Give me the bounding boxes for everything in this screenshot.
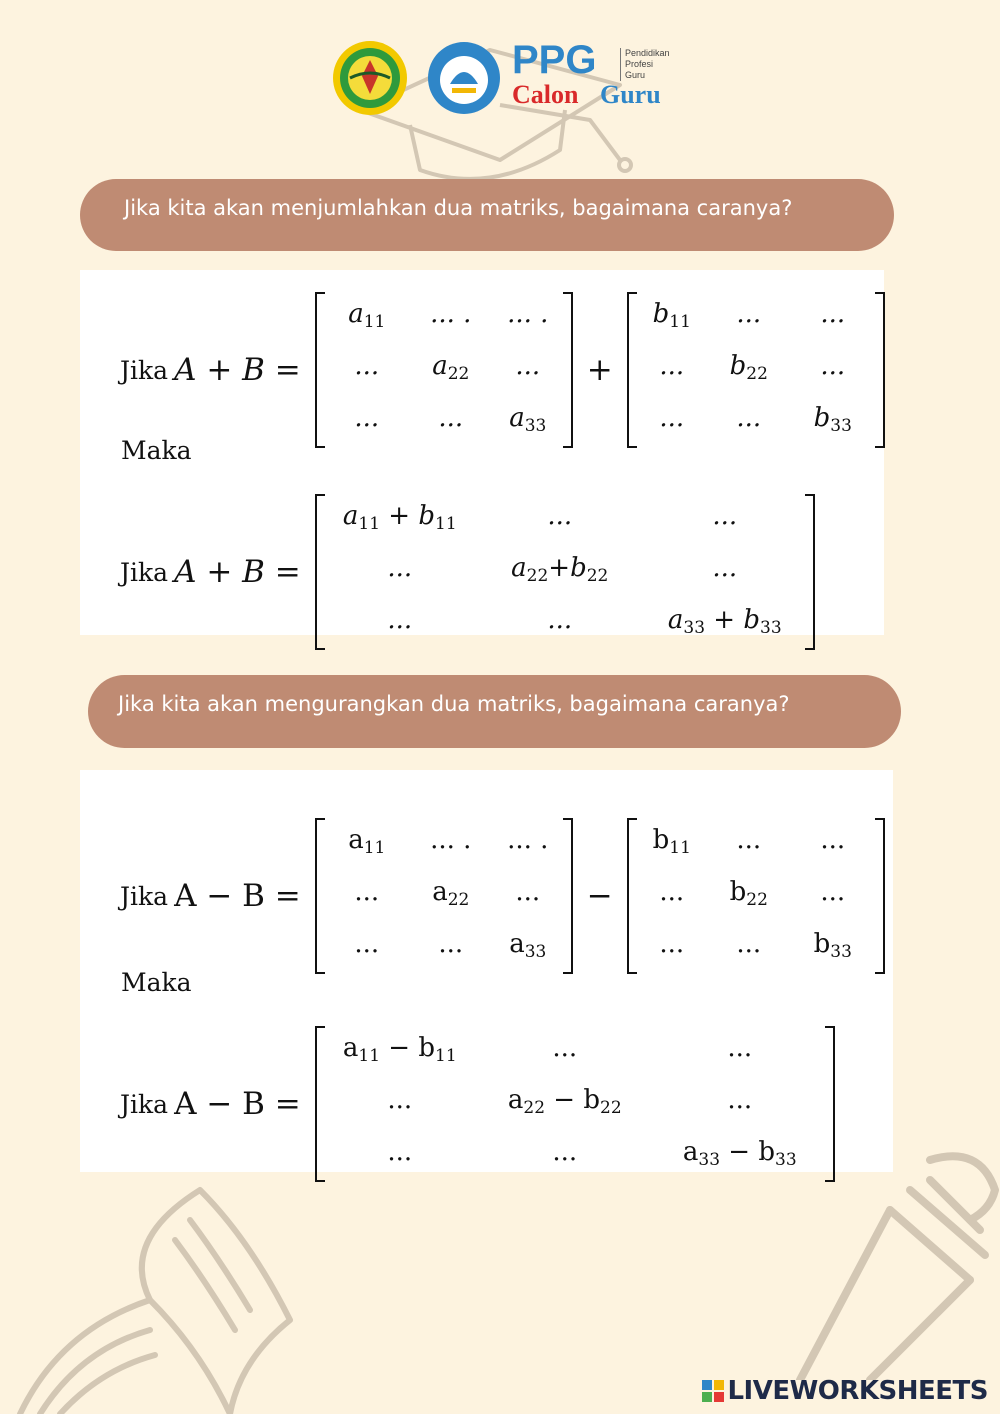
matrix-b <box>627 818 885 974</box>
maka-label: Maka <box>121 436 192 465</box>
tagline-line: Guru <box>625 70 646 80</box>
matrix-cell: ... <box>547 605 573 635</box>
liveworksheets-logo-icon <box>702 1380 724 1402</box>
guru-logo-text: Guru <box>600 80 661 109</box>
matrix-cell: ... <box>659 929 685 959</box>
matrix-cell: ... <box>659 351 685 381</box>
matrix-cell: ... <box>736 299 762 329</box>
matrix-cell: ... <box>552 1137 578 1167</box>
matrix-cell: ... . <box>507 299 549 329</box>
result-matrix <box>315 494 815 650</box>
matrix-cell: ... <box>727 1085 753 1115</box>
equation-lhs: A + B = <box>174 554 301 590</box>
matrix-cell: ... . <box>430 825 472 855</box>
matrix-a <box>315 818 573 974</box>
matrix-cell: ... <box>515 877 541 907</box>
equation-lead: Jika <box>120 557 169 587</box>
matrix-cell: ... <box>736 929 762 959</box>
matrix-cell: ... <box>820 825 846 855</box>
matrix-cell: $a_{11} + b_{11}$ <box>342 501 457 534</box>
addition-result <box>120 494 819 650</box>
minus-operator: − <box>586 878 613 914</box>
matrix-cell: ... <box>736 825 762 855</box>
matrix-cell: ... <box>547 501 573 531</box>
header-logos <box>330 38 680 118</box>
equation-lhs: A + B = <box>174 352 301 388</box>
subtraction-question-text: Jika kita akan mengurangkan dua matriks, bagaimana caranya? <box>118 692 790 716</box>
addition-question-banner <box>80 179 894 251</box>
matrix-cell: ... <box>354 929 380 959</box>
matrix-cell: ... <box>438 929 464 959</box>
matrix-cell: $b_{33}$ <box>813 403 852 436</box>
addition-equation <box>120 292 889 448</box>
matrix-cell: $b_{11}$ <box>652 825 691 858</box>
logo-tagline <box>620 48 670 81</box>
matrix-cell: $a_{33} + b_{33}$ <box>667 605 782 638</box>
matrix-cell: $a_{33}$ <box>509 403 547 436</box>
matrix-cell: ... <box>712 553 738 583</box>
subtraction-result <box>120 1026 839 1182</box>
matrix-cell: ... <box>438 403 464 433</box>
subtraction-question-banner <box>88 675 901 748</box>
matrix-cell: $b_{11}$ <box>652 299 691 332</box>
matrix-cell: ... <box>736 403 762 433</box>
matrix-cell: $a_{33}$ <box>509 929 547 962</box>
matrix-cell: $a_{11}$ <box>348 825 386 858</box>
matrix-cell: $a_{22}$ <box>432 877 470 910</box>
matrix-cell: $b_{33}$ <box>813 929 852 962</box>
matrix-cell: ... <box>659 403 685 433</box>
equation-lead: Jika <box>120 1089 169 1119</box>
matrix-cell: ... <box>354 351 380 381</box>
equation-lhs: A − B = <box>174 878 301 914</box>
matrix-cell: ... <box>552 1033 578 1063</box>
matrix-cell: ... <box>712 501 738 531</box>
matrix-cell: ... <box>387 1137 413 1167</box>
maka-label: Maka <box>121 968 192 997</box>
matrix-cell: ... <box>820 877 846 907</box>
pencil-doodle <box>780 1150 1000 1380</box>
matrix-cell: $b_{22}$ <box>729 351 768 384</box>
plus-operator: + <box>586 352 613 388</box>
matrix-cell: ... <box>820 351 846 381</box>
matrix-b <box>627 292 885 448</box>
matrix-cell: $b_{22}$ <box>729 877 768 910</box>
equation-lead: Jika <box>120 881 169 911</box>
matrix-cell: $a_{22}$ <box>432 351 470 384</box>
matrix-cell: ... <box>820 299 846 329</box>
tut-wuri-handayani-icon <box>426 40 502 116</box>
equation-lhs: A − B = <box>174 1086 301 1122</box>
result-matrix <box>315 1026 835 1182</box>
matrix-cell: ... <box>387 553 413 583</box>
tagline-line: Pendidikan <box>625 48 670 58</box>
liveworksheets-brand[interactable] <box>702 1376 988 1406</box>
equation-lead: Jika <box>120 355 169 385</box>
subtraction-equation <box>120 818 889 974</box>
open-book-doodle <box>0 1180 320 1414</box>
matrix-cell: ... <box>387 605 413 635</box>
matrix-cell: ... . <box>430 299 472 329</box>
tagline-line: Profesi <box>625 59 654 69</box>
matrix-a <box>315 292 573 448</box>
matrix-cell: $a_{33} - b_{33}$ <box>682 1137 797 1170</box>
matrix-cell: ... <box>727 1033 753 1063</box>
matrix-cell: ... <box>354 877 380 907</box>
matrix-cell: $a_{11}$ <box>348 299 386 332</box>
calon-logo-text: Calon <box>512 80 579 109</box>
matrix-cell: ... . <box>507 825 549 855</box>
matrix-cell: ... <box>354 403 380 433</box>
brand-text: LIVEWORKSHEETS <box>727 1376 988 1406</box>
matrix-cell: ... <box>515 351 541 381</box>
matrix-cell: ... <box>387 1085 413 1115</box>
university-seal-icon <box>330 38 410 118</box>
ppg-logo-text: PPG <box>512 38 597 82</box>
matrix-cell: $a_{22} - b_{22}$ <box>507 1085 622 1118</box>
matrix-cell: $a_{22}+b_{22}$ <box>511 553 609 586</box>
addition-question-text: Jika kita akan menjumlahkan dua matriks, bagaimana caranya? <box>124 196 793 220</box>
matrix-cell: ... <box>659 877 685 907</box>
matrix-cell: $a_{11} - b_{11}$ <box>342 1033 457 1066</box>
